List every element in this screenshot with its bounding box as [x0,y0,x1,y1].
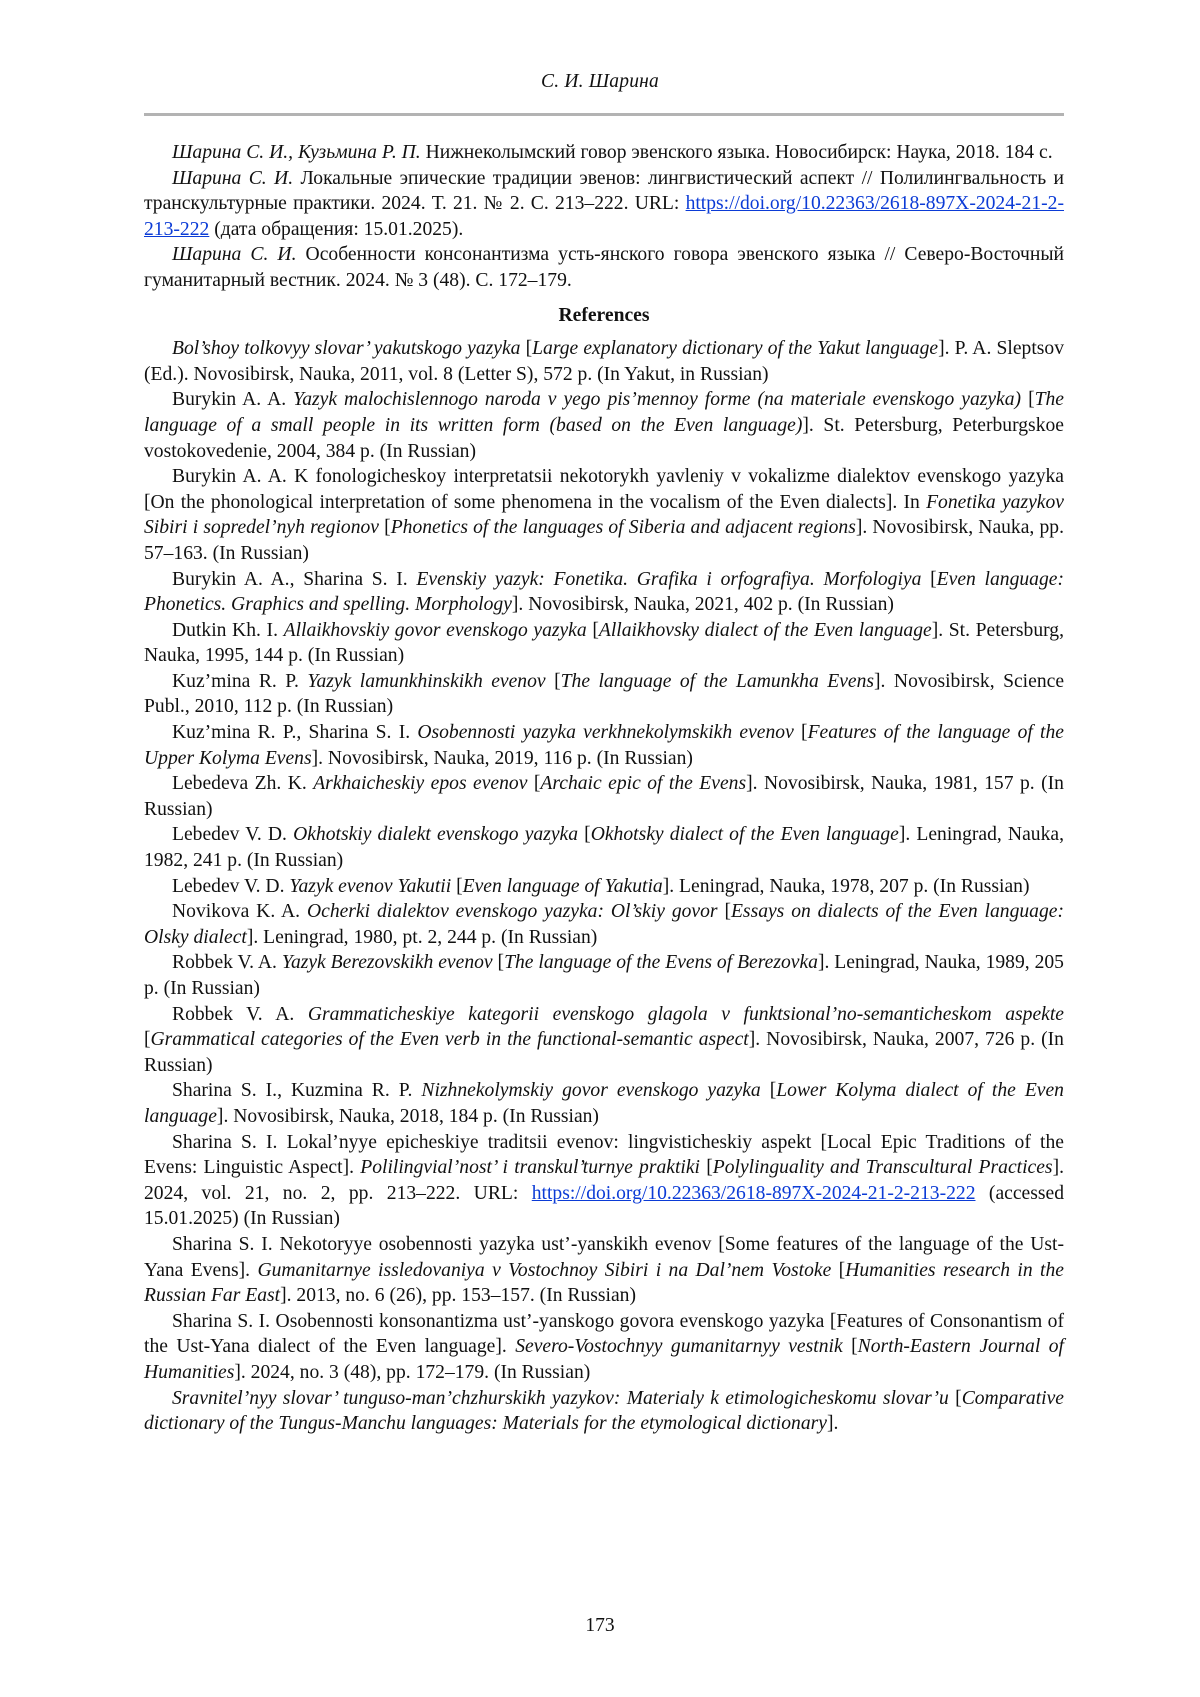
reference-entry: Sharina S. I. Nekotoryye osobennosti yazyka ust’-yanskikh evenov [Some features of the language of the Ust-Yana Evens]. Gumanitarnye issledovaniya v Vostochnoy Sibiri i na Dal’nem Vostoke [Humanities research in the Russian Far East]. 2013, no. 6 (26), pp. 153–157. (In Russian) [144,1233,1064,1307]
reference-entry: Robbek V. A. Yazyk Berezovskikh evenov [The language of the Evens of Berezovka]. Leningrad, Nauka, 1989, 205 p. (In Russian) [144,952,1064,999]
reference-entry: Kuz’mina R. P., Sharina S. I. Osobennosti yazyka verkhnekolymskikh evenov [Features of the language of the Upper Kolyma Evens]. Novosibirsk, Nauka, 2019, 116 p. (In Russian) [144,722,1064,769]
header-rule [144,113,1064,116]
reference-entry: Bol’shoy tolkovyy slovar’ yakutskogo yazyka [Large explanatory dictionary of the Yakut language]. P. A. Sleptsov (Ed.). Novosibirsk, Nauka, 2011, vol. 8 (Letter S), 572 p. (In Yakut, in Russian) [144,338,1064,385]
reference-entry: Burykin A. A. K fonologicheskoy interpretatsii nekotorykh yavleniy v vokalizme dialektov evenskogo yazyka [On the phonological interpretation of some phenomena in the vocalism of the Even dialects]. In Fonetika yazykov Sibiri i sopredel’nyh regionov [Phonetics of the languages of Siberia and adjacent regions]. Novosibirsk, Nauka, pp. 57–163. (In Russian) [144,466,1064,564]
reference-entry: Sharina S. I., Kuzmina R. P. Nizhnekolymskiy govor evenskogo yazyka [Lower Kolyma dialect of the Even language]. Novosibirsk, Nauka, 2018, 184 p. (In Russian) [144,1080,1064,1127]
reference-entry: Burykin A. A. Yazyk malochislennogo naroda v yego pis’mennoy forme (na materiale evenskogo yazyka) [The language of a small people in its written form (based on the Even language)]. St. Petersburg, Peterburgskoe vostokovedenie, 2004, 384 p. (In Russian) [144,389,1064,462]
reference-entry: Dutkin Kh. I. Allaikhovskiy govor evenskogo yazyka [Allaikhovsky dialect of the Even language]. St. Petersburg, Nauka, 1995, 144 p. (In Russian) [144,619,1064,667]
reference-entry: Sharina S. I. Lokal’nyye epicheskiye traditsii evenov: lingvisticheskiy aspekt [Local Epic Traditions of the Evens: Linguistic Aspect]. Polilingvial’nost’ i transkul’turnye praktiki [Polylinguality and Transcultural Practices]. 2024, vol. 21, no. 2, pp. 213–222. URL: https://doi.org/10.22363/2618-897X-2024-21-2-213-222 (accessed 15.01.2025) (In Russian) [144,1131,1064,1230]
page-body [144,140,1064,1437]
references-heading: References [558,304,650,326]
reference-entry: Robbek V. A. Grammaticheskiye kategorii evenskogo glagola v funktsional’no-semanticheskom aspekte [Grammatical categories of the Even verb in the functional-semantic aspect]. Novosibirsk, Nauka, 2007, 726 p. (In Russian) [144,1003,1064,1076]
reference-entry: Kuz’mina R. P. Yazyk lamunkhinskikh evenov [The language of the Lamunkha Evens]. Novosibirsk, Science Publ., 2010, 112 p. (In Russian) [144,670,1065,718]
reference-entry: Novikova K. A. Ocherki dialektov evenskogo yazyka: Ol’skiy govor [Essays on dialects of the Even language: Olsky dialect]. Leningrad, 1980, pt. 2, 244 p. (In Russian) [144,901,1064,948]
page-number: 173 [585,1615,615,1636]
bibliography-entry: Шарина С. И., Кузьмина Р. П. Нижнеколымский говор эвенского языка. Новосибирск: Наука, 2018. 184 с. [172,142,1053,163]
reference-entry: Lebedev V. D. Yazyk evenov Yakutii [Even language of Yakutia]. Leningrad, Nauka, 1978, 207 p. (In Russian) [172,875,1030,897]
reference-entry: Sharina S. I. Osobennosti konsonantizma ust’-yanskogo govora evenskogo yazyka [Features of Consonantism of the Ust-Yana dialect of the Even language]. Severo-Vostochnyy gumanitarnyy vestnik [North-Eastern Journal of Humanities]. 2024, no. 3 (48), pp. 172–179. (In Russian) [144,1310,1064,1383]
running-title: С. И. Шарина [540,71,659,92]
doi-link[interactable]: https://doi.org/10.22363/2618-897X-2024-21-2-213-222 [531,1182,976,1204]
reference-entry: Burykin A. A., Sharina S. I. Evenskiy yazyk: Fonetika. Grafika i orfografiya. Morfologiya [Even language: Phonetics. Graphics and spelling. Morphology]. Novosibirsk, Nauka, 2021, 402 p. (In Russian) [144,568,1064,616]
doi-link[interactable]: https://doi.org/10.22363/2618-897X-2024-21-2-213-222 [144,193,1064,240]
reference-entry: Sravnitel’nyy slovar’ tunguso-man’chzhurskikh yazykov: Materialy k etimologicheskomu slovar’u [Comparative dictionary of the Tungus-Manchu languages: Materials for the etymological dictionary]. [144,1387,1064,1435]
reference-entry: Lebedev V. D. Okhotskiy dialekt evenskogo yazyka [Okhotsky dialect of the Even language]. Leningrad, Nauka, 1982, 241 p. (In Russian) [144,824,1064,872]
bibliography-entry: Шарина С. И. Особенности консонантизма усть-янского говора эвенского языка // Северо-Восточный гуманитарный вестник. 2024. № 3 (48). С. 172–179. [144,244,1065,291]
reference-entry: Lebedeva Zh. K. Arkhaicheskiy epos evenov [Archaic epic of the Evens]. Novosibirsk, Nauka, 1981, 157 p. (In Russian) [144,773,1064,820]
bibliography-entry: Шарина С. И. Локальные эпические традиции эвенов: лингвистический аспект // Полилингвальность и транскультурные практики. 2024. Т. 21. № 2. С. 213–222. URL: https://doi.org/10.22363/2618-897X-2024-21-2-213-222 (дата обращения: 15.01.2025). [144,167,1064,240]
